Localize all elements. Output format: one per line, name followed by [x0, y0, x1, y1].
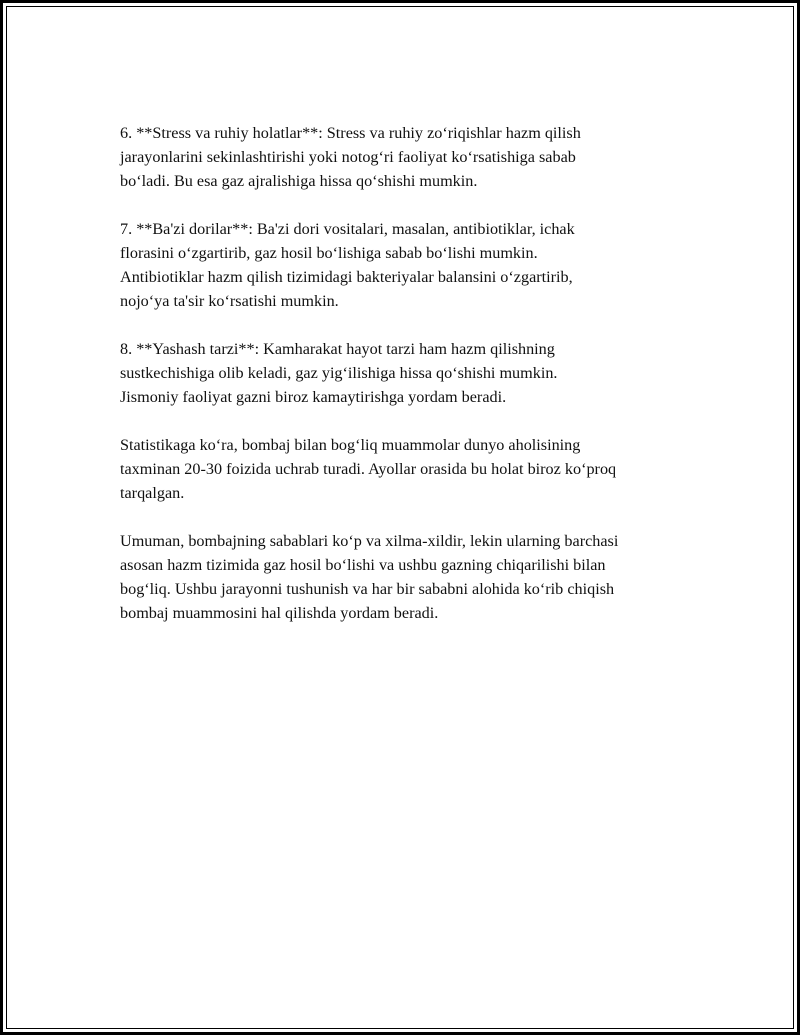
- document-body: [120, 121, 700, 649]
- paragraph-stress: [120, 121, 700, 193]
- paragraph-line: florasini o‘zgartirib, gaz hosil bo‘lishiga sabab bo‘lishi mumkin.: [120, 244, 538, 262]
- paragraph-line: Statistikaga ko‘ra, bombaj bilan bog‘liq muammolar dunyo aholisining: [120, 436, 581, 454]
- paragraph-conclusion: [120, 529, 700, 625]
- paragraph-lifestyle: [120, 337, 700, 409]
- paragraph-line: bog‘liq. Ushbu jarayonni tushunish va har bir sababni alohida ko‘rib chiqish: [120, 580, 615, 598]
- paragraph-line: 8. **Yashash tarzi**: Kamharakat hayot tarzi ham hazm qilishning: [120, 340, 555, 358]
- paragraph-line: Antibiotiklar hazm qilish tizimidagi bakteriyalar balansini o‘zgartirib,: [120, 268, 573, 286]
- paragraph-line: nojo‘ya ta'sir ko‘rsatishi mumkin.: [120, 292, 339, 310]
- paragraph-line: bo‘ladi. Bu esa gaz ajralishiga hissa qo‘shishi mumkin.: [120, 172, 478, 190]
- paragraph-line: Umuman, bombajning sabablari ko‘p va xilma-xildir, lekin ularning barchasi: [120, 532, 619, 550]
- paragraph-line: 7. **Ba'zi dorilar**: Ba'zi dori vositalari, masalan, antibiotiklar, ichak: [120, 220, 575, 238]
- paragraph-line: asosan hazm tizimida gaz hosil bo‘lishi va ushbu gazning chiqarilishi bilan: [120, 556, 606, 574]
- paragraph-statistics: [120, 433, 700, 505]
- paragraph-line: tarqalgan.: [120, 484, 185, 502]
- paragraph-line: 6. **Stress va ruhiy holatlar**: Stress va ruhiy zo‘riqishlar hazm qilish: [120, 124, 581, 142]
- paragraph-line: Jismoniy faoliyat gazni biroz kamaytirishga yordam beradi.: [120, 388, 507, 406]
- paragraph-medications: [120, 217, 700, 313]
- paragraph-line: bombaj muammosini hal qilishda yordam beradi.: [120, 604, 439, 622]
- paragraph-line: sustkechishiga olib keladi, gaz yig‘ilishiga hissa qo‘shishi mumkin.: [120, 364, 558, 382]
- paragraph-line: jarayonlarini sekinlashtirishi yoki notog‘ri faoliyat ko‘rsatishiga sabab: [120, 148, 576, 166]
- paragraph-line: taxminan 20-30 foizida uchrab turadi. Ayollar orasida bu holat biroz ko‘proq: [120, 460, 617, 478]
